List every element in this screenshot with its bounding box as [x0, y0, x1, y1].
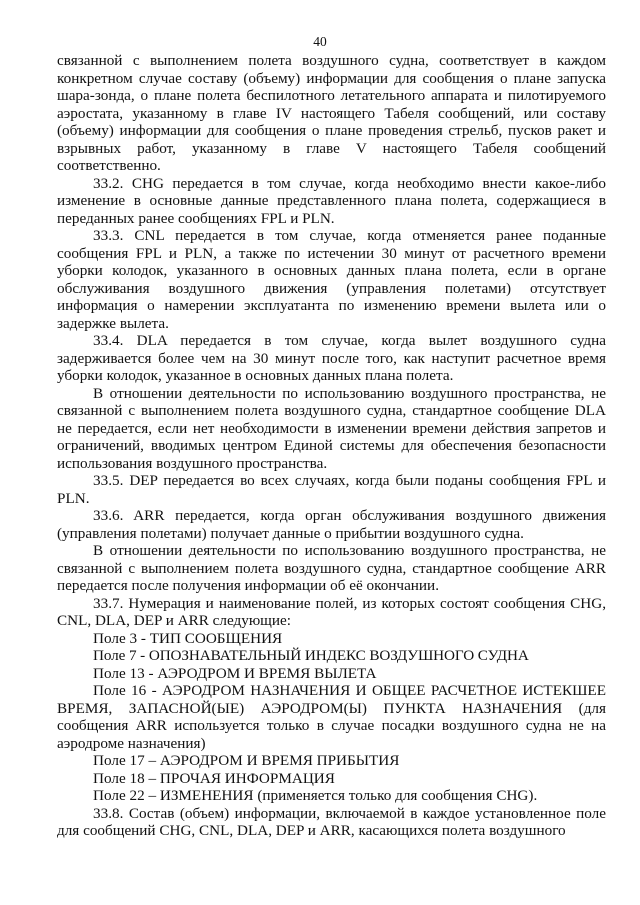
- field-list-item: Поле 7 - ОПОЗНАВАТЕЛЬНЫЙ ИНДЕКС ВОЗДУШНОГО СУДНА: [93, 647, 529, 664]
- field-list-item: Поле 16 - АЭРОДРОМ НАЗНАЧЕНИЯ И ОБЩЕЕ РАСЧЕТНОЕ ИСТЕКШЕЕ ВРЕМЯ, ЗАПАСНОЙ(ЫЕ) АЭРОДРОМ(Ы) ПУНКТА НАЗНАЧЕНИЯ (для сообщения ARR используется только в случае посадки воздушного судна не на аэродроме назначения): [57, 682, 606, 752]
- field-list-item: Поле 13 - АЭРОДРОМ И ВРЕМЯ ВЫЛЕТА: [93, 664, 377, 682]
- paragraph-33-8: 33.8. Состав (объем) информации, включаемой в каждое установленное поле для сообщений CHG, CNL, DLA, DEP и ARR, касающихся полета воздушного: [57, 804, 606, 839]
- paragraph-arr-note: В отношении деятельности по использованию воздушного пространства, не связанной с выполнением полета воздушного судна, стандартное сообщение ARR передается после получения информации об её окончании.: [57, 542, 606, 594]
- paragraph-33-2: 33.2. CHG передается в том случае, когда необходимо внести какое-либо изменение в основные данные представленного плана полета, содержащиеся в переданных ранее сообщениях FPL и PLN.: [57, 174, 606, 227]
- paragraph-33-4: 33.4. DLA передается в том случае, когда вылет воздушного судна задерживается более чем на 30 минут после того, как наступит расчетное время уборки колодок, указанное в основных данных плана полета.: [57, 332, 606, 384]
- page-number: 40: [313, 34, 327, 49]
- paragraph-33-3: 33.3. CNL передается в том случае, когда отменяется ранее поданные сообщения FPL и PLN, а также по истечении 30 минут от расчетного времени уборки колодок, указанного в основных данных плана полета, если в органе обслуживания воздушного движения (управления полетами) отсутствует информация о намерении эксплуатанта по изменению времени вылета или о задержке вылета.: [57, 227, 606, 332]
- paragraph-dla-note: В отношении деятельности по использованию воздушного пространства, не связанной с выполнением полета воздушного судна, стандартное сообщение DLA не передается, если нет необходимости в изменении времени действия запретов и ограничений, вводимых центром Единой системы для обеспечения безопасности использования воздушного пространства.: [57, 384, 606, 472]
- paragraph-continuation: связанной с выполнением полета воздушного судна, соответствует в каждом конкретном случае составу (объему) информации для сообщения о плане запуска шара-зонда, о плане полета беспилотного летательного аппарата и пилотируемого аэростата, указанному в главе IV настоящего Табеля сообщений, или составу (объему) информации для сообщения о плане проведения стрельб, пусков ракет и взрывных работ, указанному в главе V настоящего Табеля сообщений соответственно.: [57, 52, 606, 174]
- field-list-item: Поле 22 – ИЗМЕНЕНИЯ (применяется только для сообщения CHG).: [93, 787, 538, 804]
- field-list-item: Поле 18 – ПРОЧАЯ ИНФОРМАЦИЯ: [93, 769, 335, 787]
- paragraph-33-5: 33.5. DEP передается во всех случаях, когда были поданы сообщения FPL и PLN.: [57, 472, 606, 507]
- field-list-item: Поле 17 – АЭРОДРОМ И ВРЕМЯ ПРИБЫТИЯ: [93, 752, 400, 769]
- document-body: [57, 52, 606, 840]
- paragraph-33-7: 33.7. Нумерация и наименование полей, из которых состоят сообщения CHG, CNL, DLA, DEP и ARR следующие:: [57, 594, 606, 629]
- field-list-item: Поле 3 - ТИП СООБЩЕНИЯ: [93, 629, 283, 647]
- paragraph-33-6: 33.6. ARR передается, когда орган обслуживания воздушного движения (управления полетами) получает данные о прибытии воздушного судна.: [57, 507, 606, 542]
